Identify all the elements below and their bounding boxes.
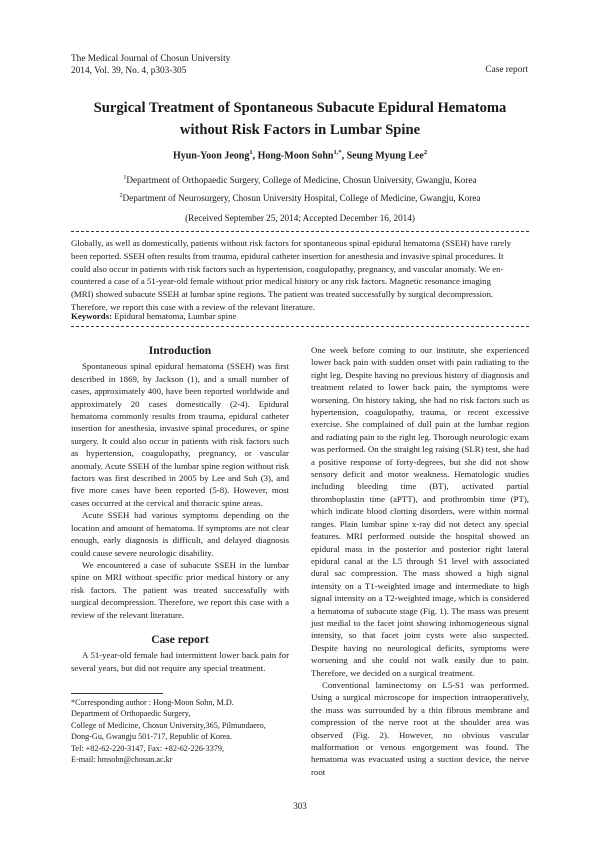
author-separator: ,	[341, 150, 347, 162]
abstract-line: been reported. SSEH often results from trauma, epidural catheter insertion for anesthesia and invasive spinal procedures. It	[71, 250, 504, 261]
affiliation-sup: 1	[123, 175, 127, 181]
page-number: 303	[293, 801, 307, 811]
journal-header	[71, 53, 230, 77]
affiliations	[40, 170, 560, 206]
volume-info: 2014, Vol. 39, No. 4, p303-305	[71, 66, 187, 76]
left-column	[71, 345, 289, 674]
intro-paragraph: We encountered a case of subacute SSEH in the lumbar spine on MRI without specific prior medical history or any risk factors. The patient was treated successfully with surgical decompression. Therefore, we report this case with a review of the relevant literature.	[71, 559, 289, 620]
author-name: Seung Myung Lee	[346, 150, 424, 162]
abstract-line: Globally, as well as domestically, patients without risk factors for spontaneous spinal epidural hematoma (SSEH) have rarely	[71, 238, 512, 248]
footnote-line: College of Medicine, Chosun University,365, Pilmundaero,	[71, 720, 266, 730]
author-sup: 1,*	[333, 149, 342, 156]
paper-title	[40, 97, 560, 141]
author-sup: 2	[423, 149, 428, 156]
affiliation-text: Department of Orthopaedic Surgery, College of Medicine, Chosun University, Gwangju, Korea	[126, 175, 477, 186]
intro-paragraph: Spontaneous spinal epidural hematoma (SSEH) was first described in 1869, by Jackson (1), and a small number of cases, approximately 400, have been reported worldwide and approximately 20 cases domestically (2-4). Epidural hematoma commonly results from trauma, epidural catheter insertion for anesthesia, invasive spinal procedures, or spine surgery. It could also occur in patients with risk factors such as hypertension, coagulopathy, pregnancy, or vascular anomaly. Acute SSEH of the lumbar spine region without risk factors was first described in 2005 by Lee and Suh (3), and five more cases have been reported (5-8). However, most cases occurred at the cervical and thoracic spine areas.	[71, 361, 289, 508]
abstract-bottom-divider	[71, 326, 529, 327]
keywords-label: Keywords:	[71, 311, 113, 321]
author-name: Hong-Moon Sohn	[257, 150, 334, 162]
received-dates: (Received September 25, 2014; Accepted December 16, 2014)	[185, 213, 415, 223]
footnote-line: Tel: +82-62-220-3147, Fax: +82-62-226-3379,	[71, 743, 225, 753]
footnote-line: *Corresponding author : Hong-Moon Sohn, M.D.	[71, 698, 234, 707]
article-type: Case report	[485, 65, 528, 75]
corresponding-author-footnote	[71, 697, 301, 765]
abstract-line: countered a case of a 51-year-old female without prior medical history or any risk factors. Magnetic resonance imaging	[71, 276, 491, 287]
author-name: Hyun-Yoon Jeong	[172, 150, 250, 162]
case-report-heading: Case report	[151, 633, 209, 646]
abstract	[71, 237, 529, 314]
affiliation	[40, 170, 560, 188]
author-list	[40, 149, 560, 161]
abstract-line: (MRI) showed subacute SSEH at lumbar spine regions. The patient was treated successfully by surgical decompression.	[71, 289, 494, 300]
keywords-text: Epidural hematoma, Lumbar spine	[112, 311, 237, 321]
author-sup: 1	[249, 149, 253, 156]
title-line: without Risk Factors in Lumbar Spine	[179, 122, 421, 138]
footnote-line: E-mail: hmsohn@chosun.ac.kr	[71, 755, 173, 765]
case-paragraph: Conventional laminectomy on L5-S1 was performed. Using a surgical microscope for inspection intraoperatively, the mass was surrounded by a thin fibrous membrane and compression of the nerve root at the shoulder area was observed (Fig. 2). However, no obvious vascular malformation or venous engorgement was found. The hematoma was evacuated using a suction device, the nerve root	[311, 679, 529, 777]
case-paragraph: A 51-year-old female had intermittent lower back pain for several years, but did not require any special treatment.	[71, 650, 289, 673]
keywords	[71, 311, 236, 321]
introduction-heading: Introduction	[148, 345, 212, 357]
abstract-line: Therefore, we report this case with a review of the relevant literature.	[71, 301, 315, 312]
affiliation	[40, 188, 560, 206]
title-line: Surgical Treatment of Spontaneous Subacute Epidural Hematoma	[93, 100, 507, 116]
affiliation-text: Department of Neurosurgery, Chosun University Hospital, College of Medicine, Gwangju, Korea	[122, 193, 481, 204]
right-column	[311, 344, 529, 778]
abstract-top-divider	[71, 231, 529, 232]
abstract-line: could also occur in patients with risk factors such as hypertension, coagulopathy, pregnancy, and vascular anomaly. We en-	[71, 263, 504, 274]
author-separator: ,	[252, 150, 258, 162]
footnote-rule	[71, 693, 163, 694]
footnote-line: Department of Orthopaedic Surgery,	[71, 709, 191, 719]
affiliation-sup: 2	[119, 193, 123, 200]
footnote-line: Dong-Gu, Gwangju 501-717, Republic of Korea.	[71, 732, 232, 742]
case-paragraph: One week before coming to our institute, she experienced lower back pain with sudden onset with pain radiating to the right leg. Despite having no previous history of diagnosis and treatment related to lower back pain, the symptoms were worsening. On history taking, she had no risk factors such as hypertension, coagulopathy, trauma, or recent excessive exercise. She complained of dull pain at the lumbar region and radiating pain to the right leg. Thorough neurologic exam was performed. On the straight leg raising (SLR) test, she had a positive response of forty-degrees, but she did not show sensory deficit and motor weakness. Hematologic studies including bleeding time (BT), activated partial thromboplastin time (aPTT), and prothrombin time (PT), which indicate blood clotting disorders, were within normal ranges. Plain lumbar spine x-ray did not detect any special features. MRI performed outside the hospital showed an epidural mass in the posterior and posterior right lateral epidural canal at the L5 through S1 level with associated dural sac compression. The mass showed a high signal intensity on a T1-weighted image and intermediate to high signal intensity on a T2-weighted image, which is considered a hematoma of subacute stage (Fig. 1). The mass was present just medial to the facet joint showing inhomogeneous signal intensity, so that facet joint cysts were also suspected. Despite having no neurological deficits, symptoms were worsening and she could not walk easily due to pain. Therefore, we decided on a surgical treatment.	[311, 345, 529, 678]
journal-name: The Medical Journal of Chosun University	[71, 54, 231, 64]
intro-paragraph: Acute SSEH had various symptoms depending on the location and amount of hematoma. If symptoms are not clear enough, early diagnosis is difficult, and delayed diagnosis could cause severe neurologic disability.	[71, 510, 289, 558]
